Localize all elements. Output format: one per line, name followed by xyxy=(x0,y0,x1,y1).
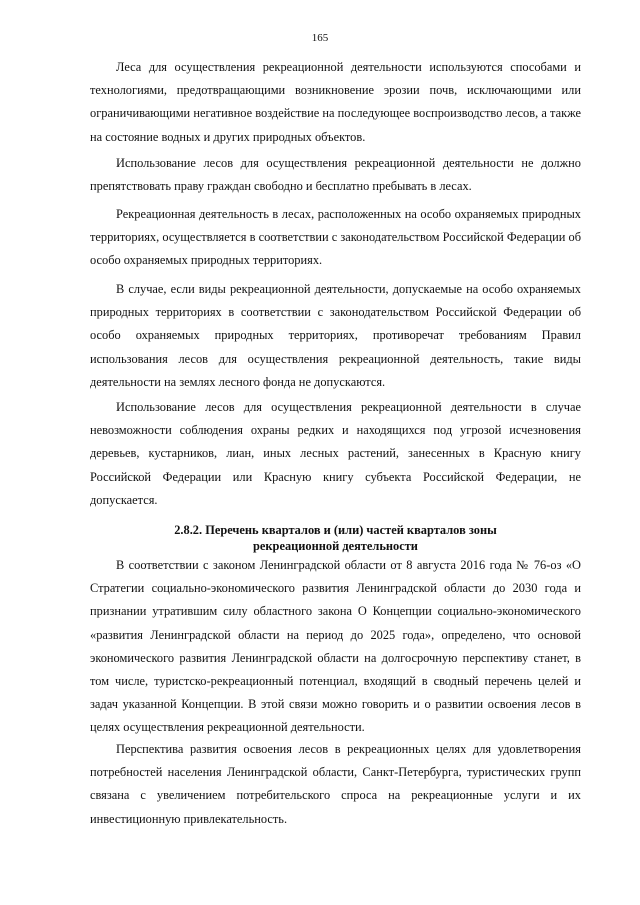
paragraph-forest-recreation-methods: Леса для осуществления рекреационной деятельности используются способами и технологиями, предотвращающими возникновение эрозии почв, исключающими или ограничивающими негативное воздействие на последующее воспроизводство лесов, а также на состояние водных и других природных объектов. xyxy=(90,60,581,144)
paragraph-free-access: Использование лесов для осуществления рекреационной деятельности не должно препятствовать праву граждан свободно и бесплатно пребывать в лесах. xyxy=(90,156,581,194)
paragraph-regional-law: В соответствии с законом Ленинградской области от 8 августа 2016 года № 76-оз «О Стратегии социально-экономического развития Ленинградской области до 2030 года и признании утратившим силу областного закона О Концепции социально-экономического «развития Ленинградской области на период до 2025 года», определено, что основой экономического развития Ленинградской области на долгосрочную перспективу станет, в том числе, туристско-рекреационный потенциал, входящий в сводный перечень целей и задач указанной Концепции. В этой связи можно говорить и о развитии освоения лесов в целях осуществления рекреационной деятельности. xyxy=(90,558,581,735)
paragraph-red-book: Использование лесов для осуществления рекреационной деятельности в случае невозможности соблюдения охраны редких и находящихся под угрозой исчезновения деревьев, кустарников, лиан, иных лесных растений, занесенных в Красную книгу Российской Федерации или Красную книгу субъекта Российской Федерации, не допускается. xyxy=(90,400,581,507)
section-heading xyxy=(90,522,581,554)
page-number: 165 xyxy=(311,32,329,44)
section-heading-line1: 2.8.2. Перечень кварталов и (или) частей кварталов зоны xyxy=(174,523,497,537)
section-heading-line2: рекреационной деятельности xyxy=(253,539,418,553)
paragraph-development-prospects: Перспектива развития освоения лесов в рекреационных целях для удовлетворения потребностей населения Ленинградской области, Санкт-Петербурга, туристических групп связана с увеличением потребительского спроса на рекреационные услуги и их инвестиционную привлекательность. xyxy=(90,742,581,826)
paragraph-conflicting-activities: В случае, если виды рекреационной деятельности, допускаемые на особо охраняемых природных территориях в соответствии с законодательством Российской Федерации об особо охраняемых природных территориях, противоречат требованиям Правил использования лесов для осуществления рекреационной деятельность, такие виды деятельности на землях лесного фонда не допускаются. xyxy=(90,282,581,389)
paragraph-protected-areas: Рекреационная деятельность в лесах, расположенных на особо охраняемых природных территориях, осуществляется в соответствии с законодательством Российской Федерации об особо охраняемых природных территориях. xyxy=(90,207,581,268)
